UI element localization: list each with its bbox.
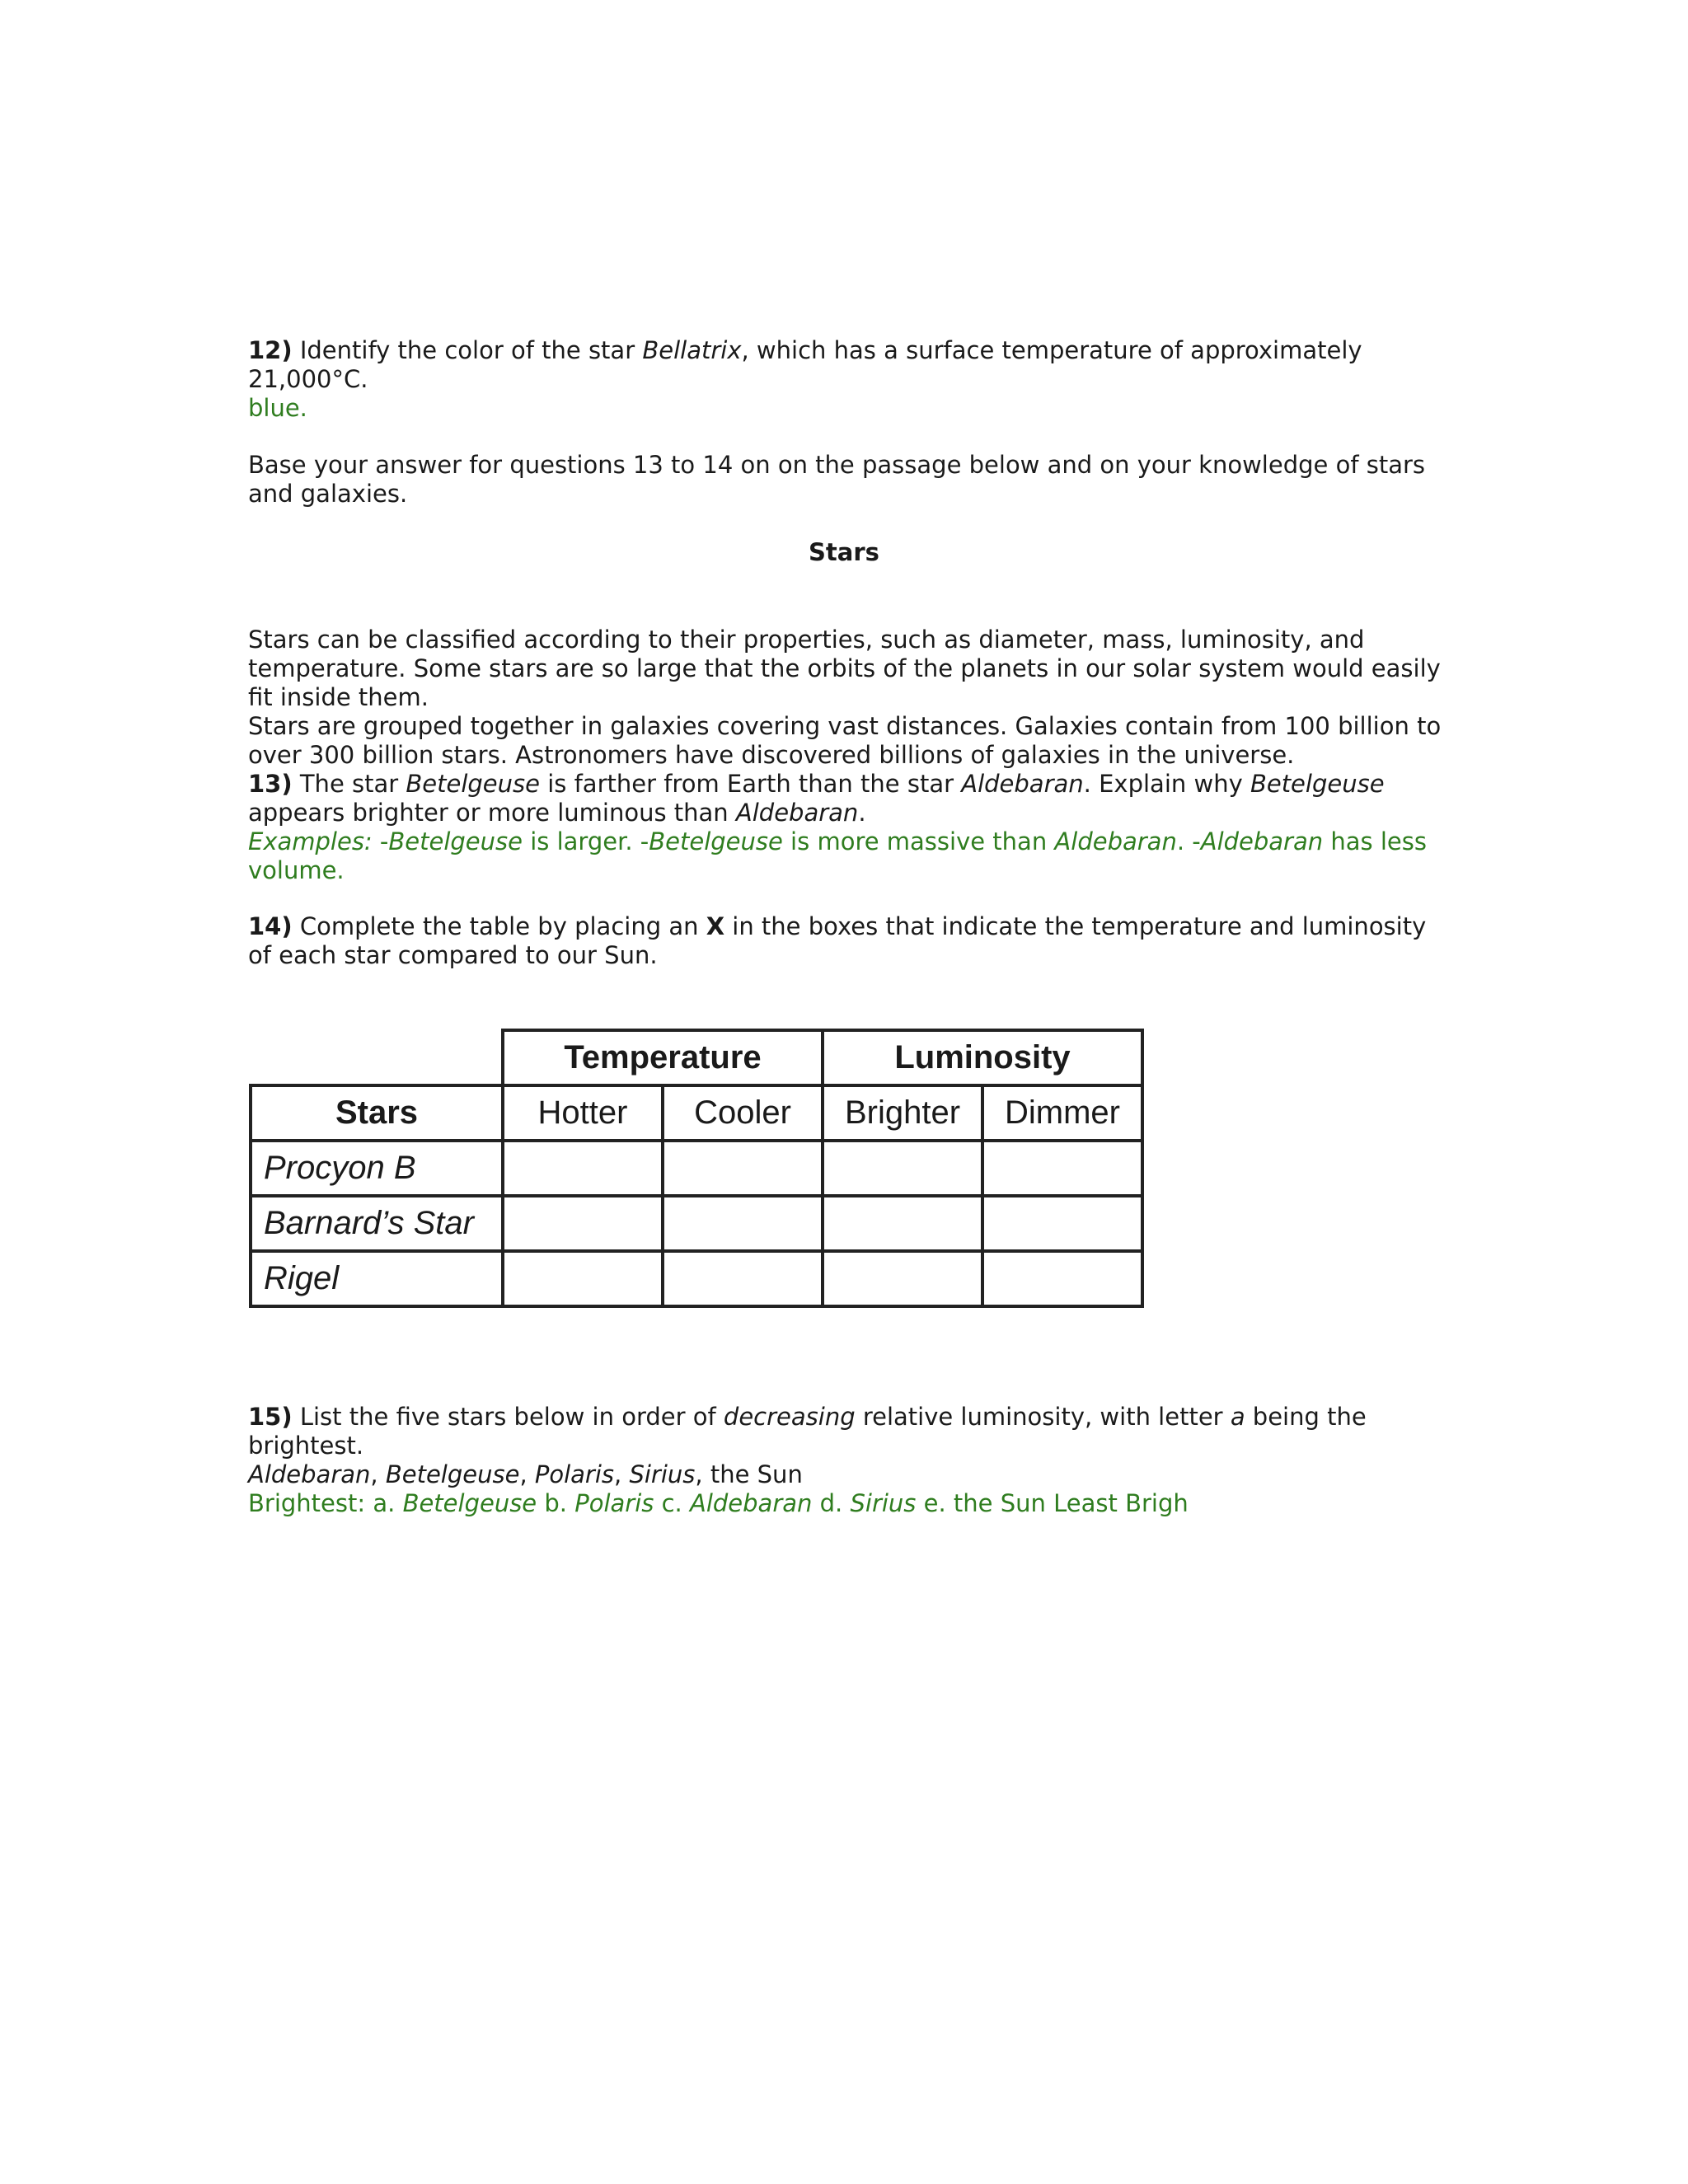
column-brighter: Brighter (823, 1085, 982, 1141)
star-table (249, 1029, 1144, 1308)
passage-paragraph-2: Stars are grouped together in galaxies covering vast distances. Galaxies contain from 100 billion to over 300 billion stars. Astronomers have discovered billions of galaxies in the universe. (248, 712, 1442, 769)
answer-cell[interactable] (823, 1196, 982, 1251)
table-group-header-row (251, 1030, 1142, 1085)
answer-cell[interactable] (823, 1251, 982, 1306)
answer-cell[interactable] (503, 1196, 663, 1251)
temperature-header: Temperature (503, 1030, 823, 1085)
table-column-header-row (251, 1085, 1142, 1141)
answer-cell[interactable] (823, 1141, 982, 1196)
stars-header: Stars (251, 1085, 503, 1141)
passage-title: Stars (809, 538, 879, 566)
answer-cell[interactable] (503, 1141, 663, 1196)
luminosity-header: Luminosity (823, 1030, 1142, 1085)
row-star-name: Procyon B (251, 1141, 503, 1196)
question-number: 12) (248, 336, 293, 364)
answer-text: blue. (248, 394, 307, 422)
answer-cell[interactable] (663, 1251, 823, 1306)
answer-cell[interactable] (982, 1251, 1142, 1306)
star-name: Bellatrix (642, 336, 742, 364)
answer-text: Examples: -Betelgeuse is larger. -Betelgeuse is more massive than Aldebaran. -Aldebaran has less volume. (248, 827, 1427, 884)
column-cooler: Cooler (663, 1085, 823, 1141)
question-14: 14) Complete the table by placing an X in the boxes that indicate the temperature and luminosity of each star compared to our Sun. (248, 912, 1427, 969)
column-hotter: Hotter (503, 1085, 663, 1141)
question-number: 13) (248, 770, 293, 798)
question-13: 13) The star Betelgeuse is farther from Earth than the star Aldebaran. Explain why Betelgeuse appears brighter or more luminous than Aldebaran. Examples: -Betelgeuse is larger. -Betelgeuse is more massive than Aldebaran. -Aldebaran has less volume. (248, 770, 1427, 884)
empty-corner (251, 1030, 503, 1085)
answer-cell[interactable] (503, 1251, 663, 1306)
row-star-name: Barnard’s Star (251, 1196, 503, 1251)
table-row (251, 1251, 1142, 1306)
star-list: Aldebaran, Betelgeuse, Polaris, Sirius, the Sun (248, 1460, 803, 1488)
question-12: 12) Identify the color of the star Bellatrix, which has a surface temperature of approximately 21,000°C. blue. (248, 336, 1362, 422)
table-row (251, 1141, 1142, 1196)
column-dimmer: Dimmer (982, 1085, 1142, 1141)
question-number: 15) (248, 1403, 293, 1431)
answer-cell[interactable] (982, 1141, 1142, 1196)
star-comparison-table (249, 1029, 1151, 1330)
question-15: 15) List the five stars below in order of decreasing relative luminosity, with letter a being the brightest. Aldebaran, Betelgeuse, Polaris, Sirius, the Sun Brightest: a. Betelgeuse b. Polaris c. Aldebaran d. Sirius e. the Sun Least Brigh (248, 1403, 1367, 1517)
table-row (251, 1196, 1142, 1251)
question-number: 14) (248, 912, 293, 940)
answer-text: Brightest: a. Betelgeuse b. Polaris c. Aldebaran d. Sirius e. the Sun Least Brigh (248, 1489, 1189, 1517)
passage-intro: Base your answer for questions 13 to 14 on on the passage below and on your knowledge of stars and galaxies. (248, 451, 1426, 508)
row-star-name: Rigel (251, 1251, 503, 1306)
answer-cell[interactable] (663, 1196, 823, 1251)
answer-cell[interactable] (663, 1141, 823, 1196)
answer-cell[interactable] (982, 1196, 1142, 1251)
passage-paragraph-1: Stars can be classified according to their properties, such as diameter, mass, luminosity, and temperature. Some stars are so large that the orbits of the planets in our solar system would easily fit inside them. (248, 626, 1441, 711)
